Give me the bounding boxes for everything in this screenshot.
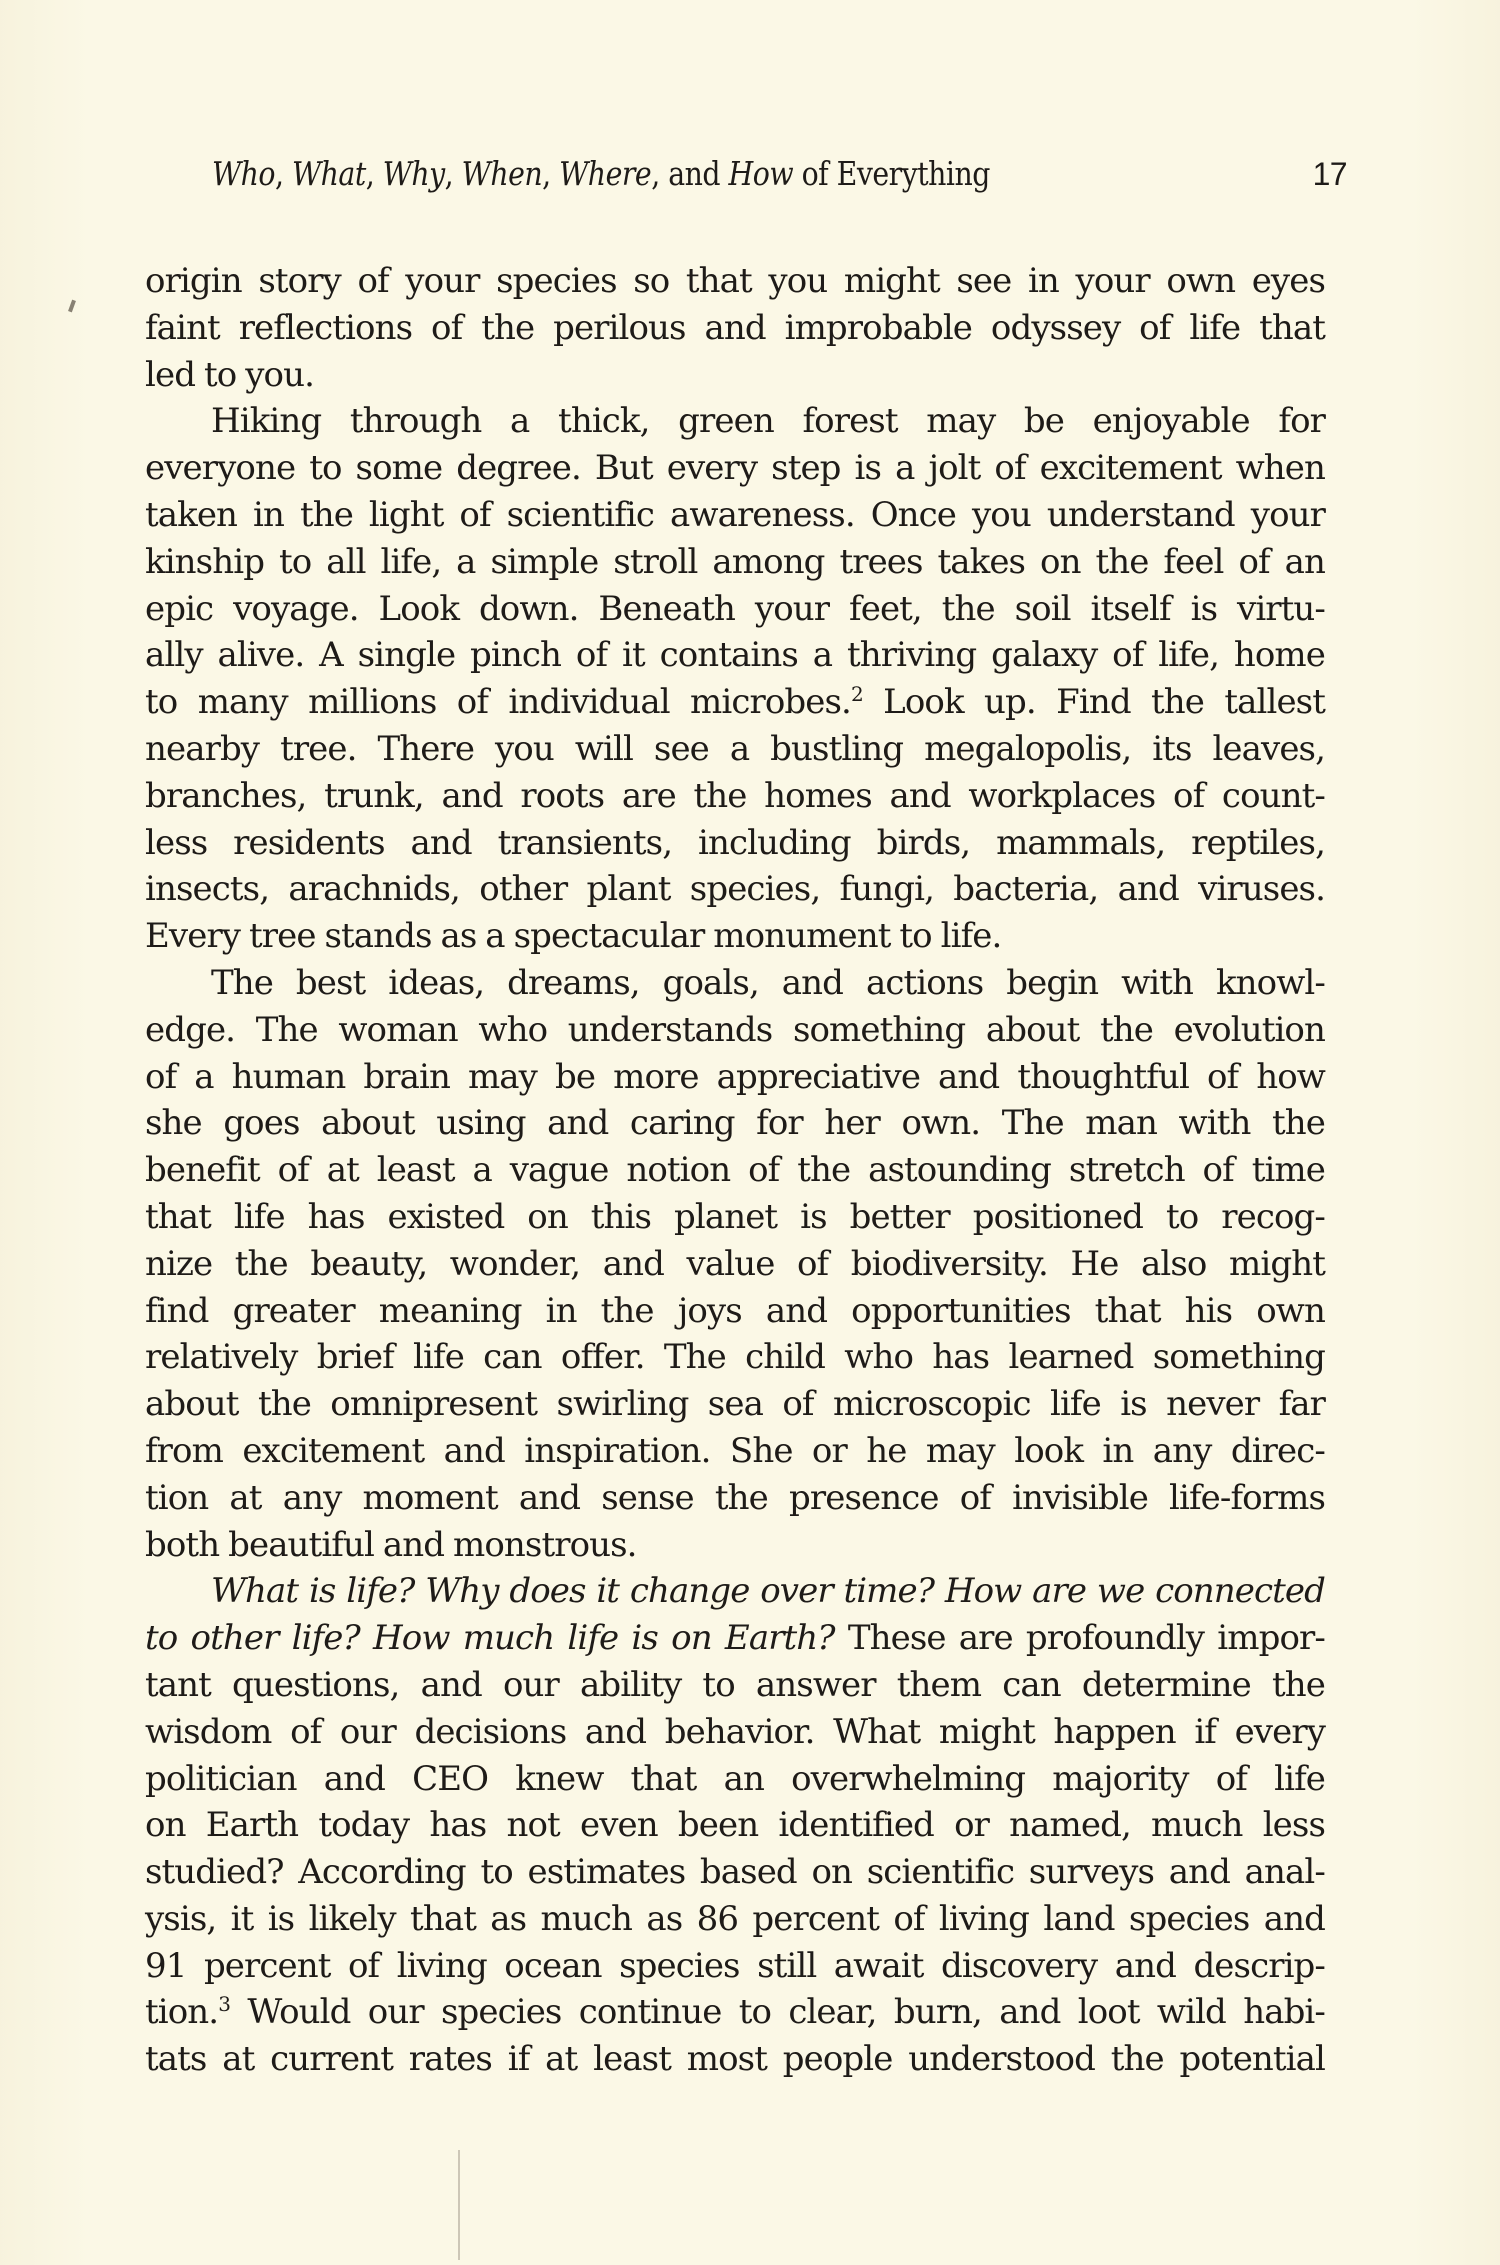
running-head-part: , [542,154,560,193]
text-line-content: to other life? How much life is on Earth? These are profoundly impor- [145,1618,1325,1659]
text-line [145,1381,1325,1428]
text-line-content: tant questions, and our ability to answer them can determine the [145,1664,1325,1705]
text-line-content: about the omnipresent swirling sea of microscopic life is never far [145,1384,1325,1425]
running-head-part: , [274,154,293,193]
text-line [145,1943,1325,1990]
text-line [145,913,1325,960]
text-line-content: benefit of at least a vague notion of the astounding stretch of time [145,1150,1325,1191]
text-line-content: origin story of your species so that you might see in your own eyes [145,261,1325,301]
text-line-content: taken in the light of scientific awareness. Once you understand your [145,494,1325,535]
text-line-content: to many millions of individual microbes.$^2$ Look up. Find the tallest [145,682,1325,723]
scan-mark [458,2150,460,2260]
text-line-content: led to you. [145,354,314,395]
text-line [145,492,1325,539]
text-line [145,960,1325,1007]
text-line [145,352,1325,399]
text-line [145,1054,1325,1101]
running-head-part: Why [382,154,445,193]
text-line [145,1428,1325,1475]
text-line [145,1475,1325,1522]
body-text [145,258,1325,2083]
text-line [145,1709,1325,1756]
text-line [145,1802,1325,1849]
text-line [145,1896,1325,1943]
running-head-part: , [444,154,462,193]
text-line-content: on Earth today has not even been identified or named, much less [145,1805,1325,1846]
text-line-content: find greater meaning in the joys and opportunities that his own [145,1290,1325,1331]
text-line [145,305,1325,352]
text-line [145,398,1325,445]
text-line-content: studied? According to estimates based on scientific surveys and anal- [145,1852,1325,1893]
text-line [145,1194,1325,1241]
running-head-part: Where [559,154,652,193]
text-line [145,586,1325,633]
running-head-title [212,148,990,200]
text-line [145,1615,1325,1662]
text-line-content: tion.$^3$ Would our species continue to clear, burn, and loot wild habi- [145,1992,1325,2033]
running-head-part: , and [651,154,729,193]
text-line-content: The best ideas, dreams, goals, and actions begin with knowl- [211,962,1325,1003]
text-line-content [211,1568,1325,1615]
text-line-content: nize the beauty, wonder, and value of biodiversity. He also might [145,1243,1325,1284]
text-line [145,820,1325,867]
text-line-content: tion at any moment and sense the presence of invisible life-forms [145,1477,1325,1518]
text-line [145,1147,1325,1194]
text-line [145,1756,1325,1803]
running-head-part: Who [212,154,275,193]
text-line-content: both beautiful and monstrous. [145,1524,637,1565]
text-line [145,632,1325,679]
text-line [145,1568,1325,1615]
text-line [145,1522,1325,1569]
text-line-content: relatively brief life can offer. The child who has learned something [145,1337,1325,1378]
text-line-content: less residents and transients, including birds, mammals, reptiles, [145,822,1325,863]
scan-mark [68,300,76,313]
text-line [145,1241,1325,1288]
running-head [212,148,1347,200]
running-head-part: of Everything [793,154,990,193]
text-line [145,1007,1325,1054]
text-line-content: nearby tree. There you will see a bustling megalopolis, its leaves, [145,728,1325,769]
italic-question: What is life? Why does it change over time? How are we connected [211,1571,1325,1612]
italic-question: to other life? How much life is on Earth? [145,1618,835,1659]
text-line [145,539,1325,586]
text-line-content: wisdom of our decisions and behavior. What might happen if every [145,1711,1325,1752]
text-line-content: epic voyage. Look down. Beneath your feet, the soil itself is virtu- [145,588,1325,629]
footnote-ref[interactable]: 3 [218,1992,231,2017]
text-line [145,726,1325,773]
text-line-content: insects, arachnids, other plant species, fungi, bacteria, and viruses. [145,869,1325,910]
text-line [145,1334,1325,1381]
text-line-content: branches, trunk, and roots are the homes and workplaces of count- [145,775,1325,816]
text-line-content: she goes about using and caring for her own. The man with the [145,1103,1325,1144]
footnote-ref[interactable]: 2 [850,682,863,707]
running-head-part: When [461,154,543,193]
text-line-content: tats at current rates if at least most people understood the potential [145,2039,1325,2080]
text-line-content: Hiking through a thick, green forest may be enjoyable for [211,401,1325,442]
running-head-part: How [728,154,794,193]
text-line-content: edge. The woman who understands something about the evolution [145,1009,1325,1050]
text-line-content: faint reflections of the perilous and improbable odyssey of life that [145,307,1325,348]
text-line-content: from excitement and inspiration. She or he may look in any direc- [145,1430,1325,1471]
text-line [145,1288,1325,1335]
text-line [145,1849,1325,1896]
text-line-content: ysis, it is likely that as much as 86 percent of living land species and [145,1898,1325,1939]
text-line-content: Every tree stands as a spectacular monument to life. [145,916,1002,957]
text-line [145,2036,1325,2083]
text-line [145,445,1325,492]
running-head-part: What [292,154,366,193]
running-head-part: , [365,154,383,193]
text-line [145,1100,1325,1147]
text-line-content: that life has existed on this planet is better positioned to recog- [145,1196,1325,1237]
text-line-content: 91 percent of living ocean species still await discovery and descrip- [145,1945,1325,1986]
text-line-content: ally alive. A single pinch of it contains a thriving galaxy of life, home [145,635,1325,676]
page-number: 17 [1312,156,1347,192]
text-line-content: politician and CEO knew that an overwhelming majority of life [145,1758,1325,1799]
text-line [145,1662,1325,1709]
text-line-content: kinship to all life, a simple stroll among trees takes on the feel of an [145,541,1325,582]
text-line [145,258,1325,305]
text-line [145,1989,1325,2036]
text-line [145,773,1325,820]
text-line [145,866,1325,913]
text-line-content: of a human brain may be more appreciative and thoughtful of how [145,1056,1325,1097]
text-line-content: everyone to some degree. But every step is a jolt of excitement when [145,448,1325,489]
text-line [145,679,1325,726]
